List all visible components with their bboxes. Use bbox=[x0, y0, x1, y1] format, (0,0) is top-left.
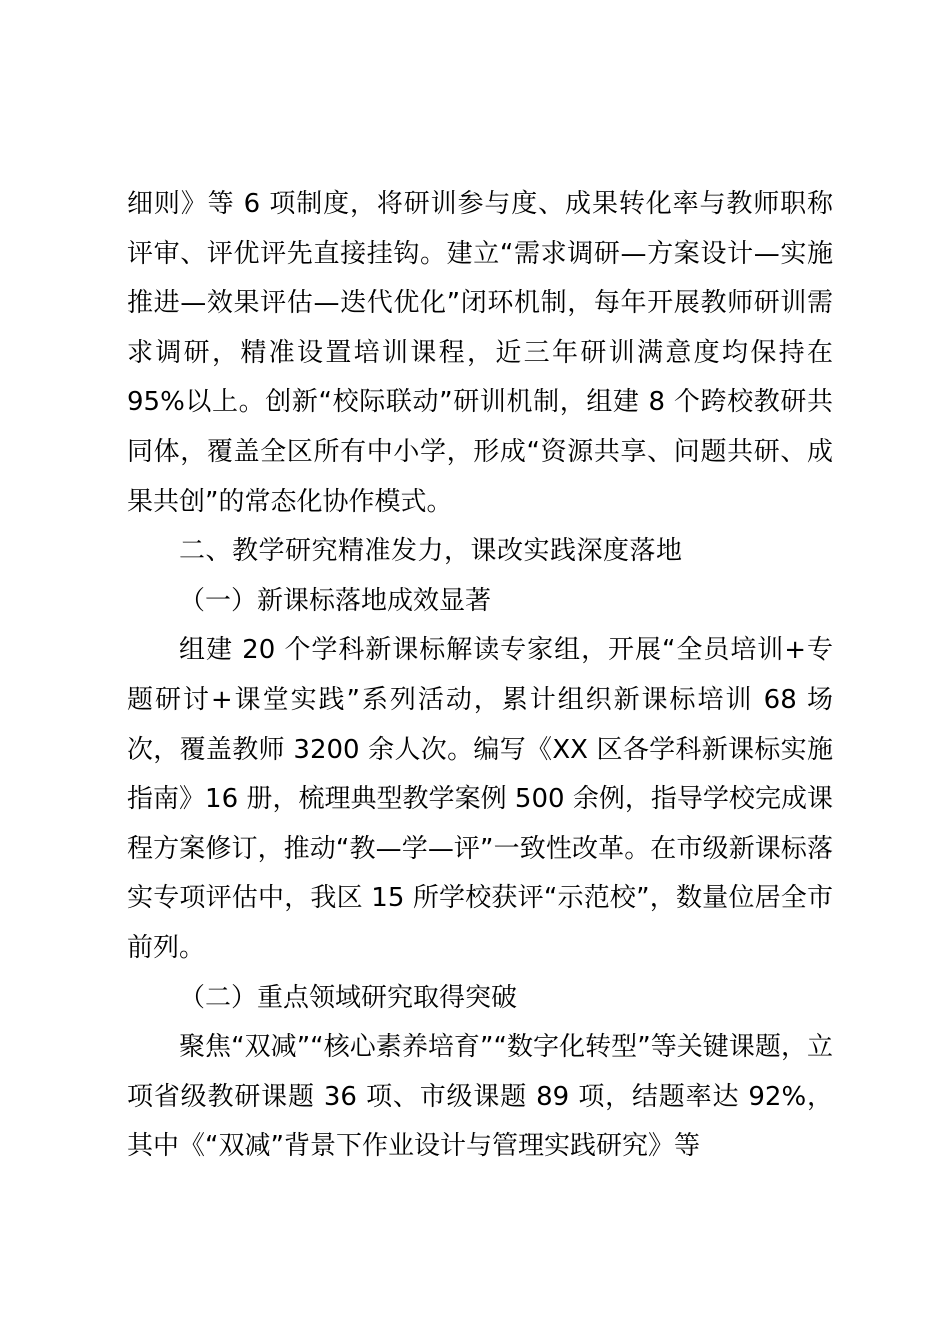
body-paragraph-continued: 细则》等 6 项制度，将研训参与度、成果转化率与教师职称评审、评优评先直接挂钩。建立“需求调研—方案设计—实施推进—效果评估—迭代优化”闭环机制，每年开展教师研训需求调研，精准设置培训课程，近三年研训满意度均保持在 95%以上。创新“校际联动”研训机制，组建 8 个跨校教研共同体，覆盖全区所有中小学，形成“资源共享、问题共研、成果共创”的常态化协作模式。 bbox=[127, 189, 833, 517]
body-paragraph-2: 聚焦“双减”“核心素养培育”“数字化转型”等关键课题，立项省级教研课题 36 项、市级课题 89 项，结题率达 92%，其中《“双减”背景下作业设计与管理实践研究》等 bbox=[127, 1032, 833, 1162]
document-body bbox=[127, 180, 833, 1172]
sub-heading-1: （一）新课标落地成效显著 bbox=[179, 585, 492, 616]
body-paragraph-1: 组建 20 个学科新课标解读专家组，开展“全员培训+专题研讨+课堂实践”系列活动，累计组织新课标培训 68 场次，覆盖教师 3200 余人次。编写《XX 区各学科新课标实施指南》16 册，梳理典型教学案例 500 余例，指导学校完成课程方案修订，推动“教—学—评”一致性改革。在市级新课标落实专项评估中，我区 15 所学校获评“示范校”，数量位居全市前列。 bbox=[127, 635, 833, 963]
section-heading: 二、教学研究精准发力，课改实践深度落地 bbox=[179, 536, 683, 567]
sub-heading-2: （二）重点领域研究取得突破 bbox=[179, 982, 518, 1013]
